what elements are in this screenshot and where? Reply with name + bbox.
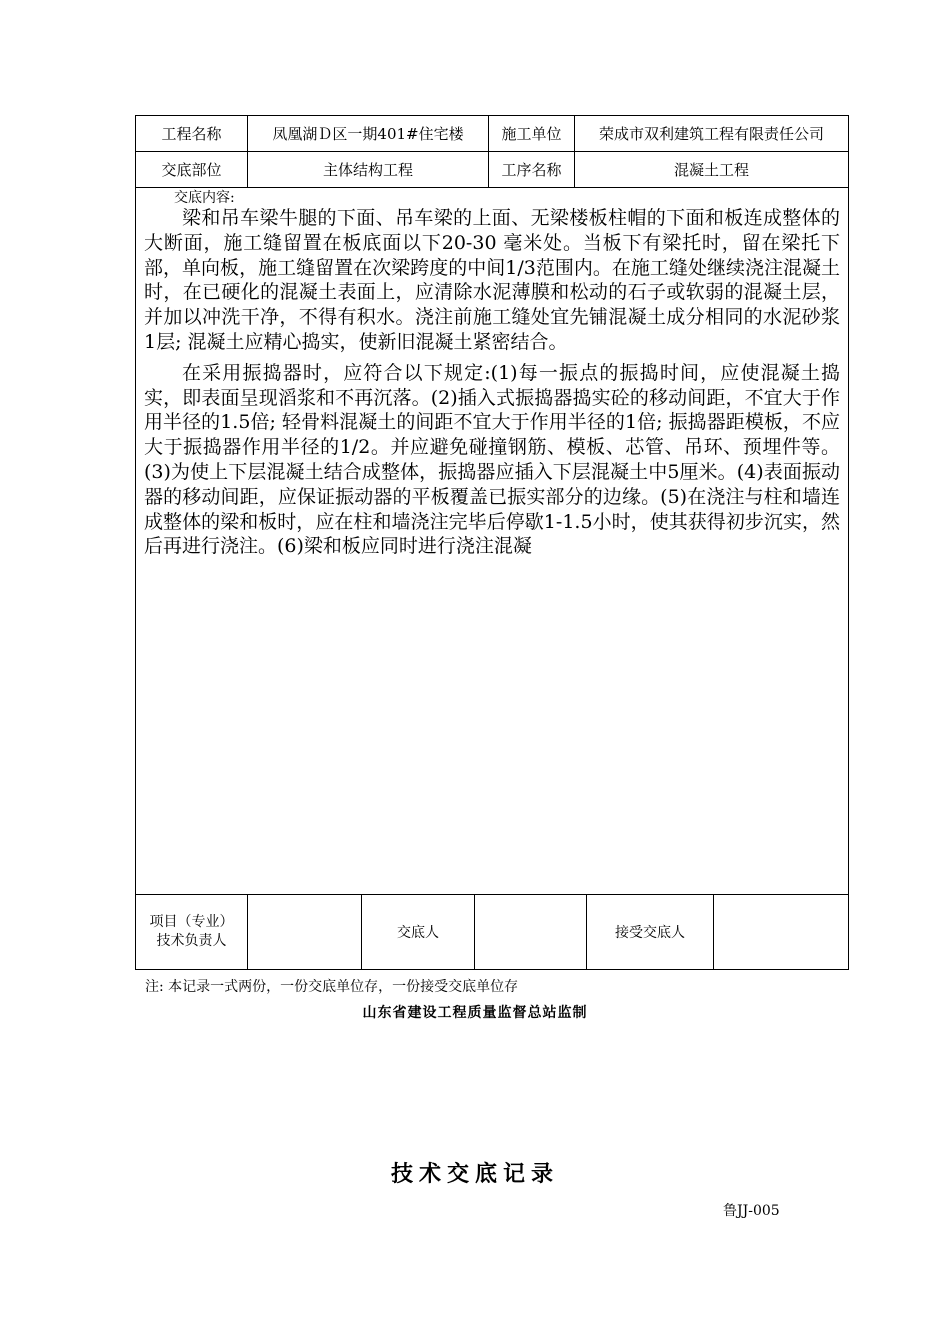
discloser-label: 交底人 (362, 895, 475, 970)
page-title: 技术交底记录 (390, 1161, 559, 1187)
supervisor-text: 山东省建设工程质量监督总站监制 (362, 1005, 588, 1021)
disclosure-content (136, 188, 849, 895)
signature-row (136, 895, 849, 970)
content-label: 交底内容: (174, 190, 235, 206)
construction-unit-label: 施工单位 (489, 116, 575, 152)
process-name-value: 混凝土工程 (575, 152, 849, 188)
footnote: 注: 本记录一式两份，一份交底单位存，一份接受交底单位存 (145, 979, 519, 995)
receiver-signature (714, 895, 849, 970)
disclosure-table (135, 115, 849, 970)
process-name-label: 工序名称 (489, 152, 575, 188)
tech-lead-signature (248, 895, 362, 970)
disclosure-part-value: 主体结构工程 (248, 152, 489, 188)
discloser-signature (475, 895, 587, 970)
content-paragraph-1: 梁和吊车梁牛腿的下面、吊车梁的上面、无梁楼板柱帽的下面和板连成整体的大断面，施工缝留置在板底面以下20-30 毫米处。当板下有梁托时，留在梁托下部，单向板，施工缝留置在次梁跨度的中间1/3范围内。在施工缝处继续浇注混凝土时，在已硬化的混凝土表面上，应清除水泥薄膜和松动的石子或软弱的混凝土层，并加以冲洗干净，不得有积水。浇注前施工缝处宜先铺混凝土成分相同的水泥砂浆1层; 混凝土应精心捣实，使新旧混凝土紧密结合。 (144, 207, 841, 353)
form-code: 鲁JJ-005 (723, 1203, 780, 1219)
tech-lead-label (136, 895, 248, 970)
receiver-label: 接受交底人 (587, 895, 714, 970)
tech-lead-label-line-2: 技术负责人 (156, 933, 227, 949)
construction-unit-value: 荣成市双利建筑工程有限责任公司 (575, 116, 849, 152)
content-row (136, 188, 849, 895)
tech-lead-label-line-1: 项目（专业） (149, 914, 234, 930)
header-row-2 (136, 152, 849, 188)
project-name-label: 工程名称 (136, 116, 248, 152)
project-name-value: 凤凰湖Ｄ区一期401#住宅楼 (248, 116, 489, 152)
content-paragraph-2: 在采用振捣器时，应符合以下规定:(1)每一振点的振捣时间，应使混凝土捣实，即表面呈现滔浆和不再沉落。(2)插入式振捣器捣实砼的移动间距，不宜大于作用半径的1.5倍; 轻骨料混凝土的间距不宜大于作用半径的1倍; 振捣器距模板，不应大于振捣器作用半径的1/2。并应避免碰撞钢筋、模板、芯管、吊环、预埋件等。(3)为使上下层混凝土结合成整体，振捣器应插入下层混凝土中5厘米。(4)表面振动器的移动间距，应保证振动器的平板覆盖已振实部分的边缘。(5)在浇注与柱和墙连成整体的梁和板时，应在柱和墙浇注完毕后停歇1-1.5小时，使其获得初步沉实，然后再进行浇注。(6)梁和板应同时进行浇注混凝 (144, 361, 841, 558)
disclosure-part-label: 交底部位 (136, 152, 248, 188)
header-row-1 (136, 116, 849, 152)
